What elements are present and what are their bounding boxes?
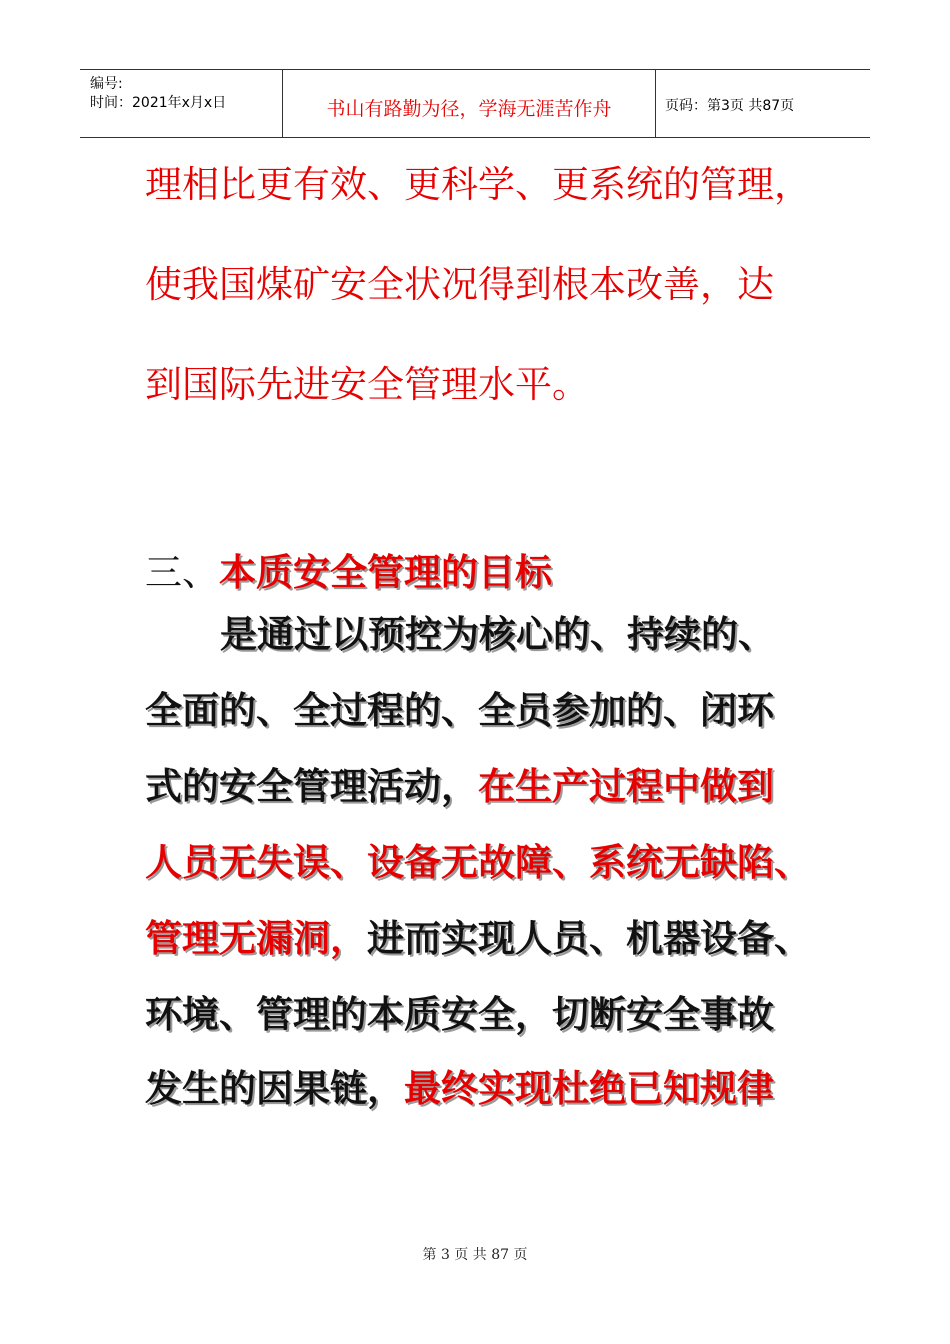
highlight-segment: 在生产过程中做到 (478, 765, 774, 808)
paragraph-line: 环境、管理的本质安全，切断安全事故 (145, 993, 774, 1036)
paragraph-line: 到国际先进安全管理水平。 (145, 363, 589, 406)
paragraph-line (145, 916, 811, 962)
header-cell-motto (282, 70, 656, 137)
paragraph-line: 全面的、全过程的、全员参加的、闭环 (145, 689, 774, 732)
header-cell-meta (80, 70, 282, 137)
section-heading (145, 550, 552, 596)
header-motto: 书山有路勤为径，学海无涯苦作舟 (326, 98, 612, 120)
paragraph-line: 理相比更有效、更科学、更系统的管理， (145, 163, 811, 206)
paragraph-line (145, 1066, 774, 1112)
document-time-label: 时间：2021年x月x日 (90, 95, 227, 111)
paragraph-line: 使我国煤矿安全状况得到根本改善，达 (145, 263, 774, 306)
document-number-label: 编号: (90, 76, 123, 92)
header-page-info: 页码：第3页 共87页 (665, 98, 795, 114)
highlight-segment: 最终实现杜绝已知规律 (404, 1067, 774, 1110)
section-number: 三、 (145, 551, 219, 594)
header-table (80, 69, 870, 138)
highlight-segment: 管理无漏洞， (145, 917, 367, 960)
text-segment: 发生的因果链， (145, 1067, 404, 1110)
text-segment: 进而实现人员、机器设备、 (367, 917, 811, 960)
paragraph-line: 是通过以预控为核心的、持续的、 (220, 613, 775, 656)
header-cell-page (655, 70, 870, 137)
page-footer: 第 3 页 共 87 页 (422, 1247, 528, 1263)
paragraph-line (145, 764, 774, 810)
paragraph-line: 人员无失误、设备无故障、系统无缺陷、 (145, 841, 811, 884)
section-title: 本质安全管理的目标 (219, 551, 552, 594)
text-segment: 式的安全管理活动， (145, 765, 478, 808)
